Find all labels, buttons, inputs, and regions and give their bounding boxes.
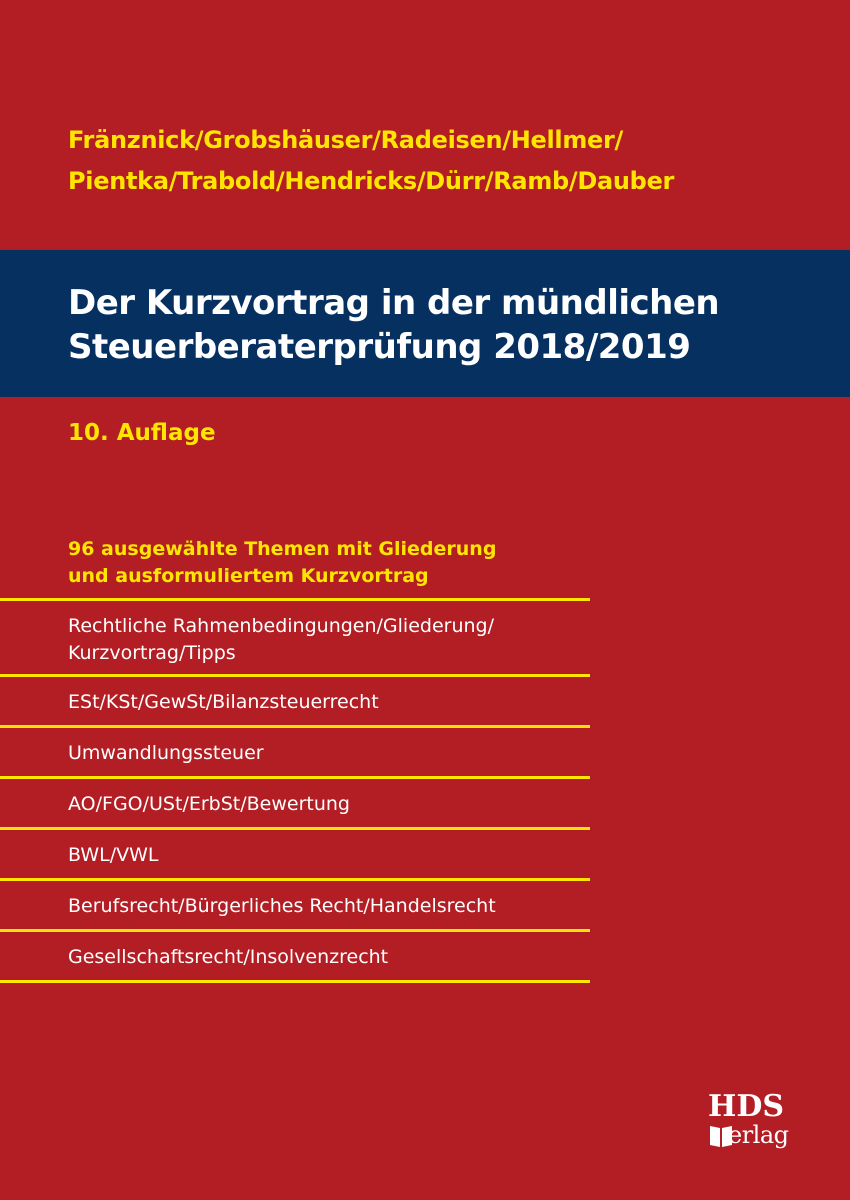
topic-item-rahmenbedingungen <box>68 613 494 667</box>
edition-label: 10. Auflage <box>68 420 216 446</box>
author-line-1: Fränznick/Grobshäuser/Radeisen/Hellmer/ <box>68 126 624 154</box>
topics-intro <box>68 536 496 590</box>
publisher-name: HDS <box>708 1089 785 1124</box>
topic-item-umwandlungssteuer: Umwandlungssteuer <box>68 742 264 764</box>
topic-item-berufsrecht: Berufsrecht/Bürgerliches Recht/Handelsrecht <box>68 895 496 917</box>
topic-item-gesellschaftsrecht: Gesellschaftsrecht/Insolvenzrecht <box>68 946 389 968</box>
topic-line: Rechtliche Rahmenbedingungen/Gliederung/ <box>68 615 495 637</box>
author-list <box>68 120 674 202</box>
title-line-2: Steuerberaterprüfung 2018/2019 <box>68 327 691 367</box>
title-line-1: Der Kurzvortrag in der mündlichen <box>68 283 720 323</box>
divider-rule <box>0 878 590 881</box>
divider-rule <box>0 725 590 728</box>
publisher-logo <box>708 1090 798 1154</box>
topic-line: Kurzvortrag/Tipps <box>68 642 236 664</box>
book-title <box>68 281 719 369</box>
intro-line-1: 96 ausgewählte Themen mit Gliederung <box>68 538 497 560</box>
topic-item-ao: AO/FGO/USt/ErbSt/Bewertung <box>68 793 350 815</box>
topic-item-est: ESt/KSt/GewSt/Bilanzsteuerrecht <box>68 691 379 713</box>
divider-rule <box>0 929 590 932</box>
divider-rule <box>0 674 590 677</box>
divider-rule <box>0 827 590 830</box>
author-line-2: Pientka/Trabold/Hendricks/Dürr/Ramb/Dauber <box>68 167 675 195</box>
intro-line-2: und ausformuliertem Kurzvortrag <box>68 565 429 587</box>
topic-item-bwl: BWL/VWL <box>68 844 159 866</box>
publisher-word: erlag <box>728 1121 789 1149</box>
divider-rule <box>0 980 590 983</box>
divider-rule <box>0 776 590 779</box>
divider-rule <box>0 598 590 601</box>
